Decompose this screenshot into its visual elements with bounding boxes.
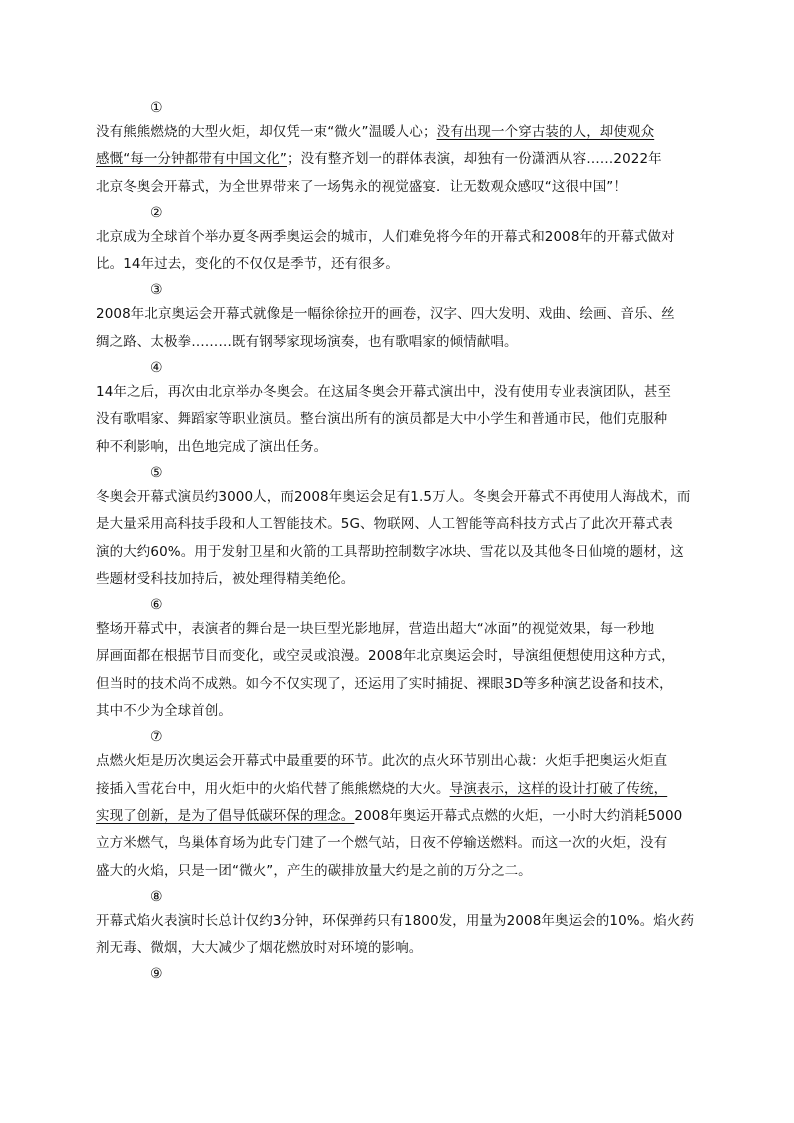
paragraph: [96, 908, 696, 963]
text-line: [96, 301, 696, 328]
paragraph: [96, 301, 696, 356]
text-line: [96, 698, 696, 725]
underlined-text: 感慨“每一分钟都带有中国文化”: [96, 151, 287, 168]
text-segment: 没有熊熊燃烧的大型火炬，却仅凭一束“微火”温暖人心；: [96, 124, 437, 140]
text-line: [96, 539, 696, 566]
text-segment: 北京冬奥会开幕式，为全世界带来了一场隽永的视觉盛宴．让无数观众感叹“这很中国”！: [96, 178, 627, 195]
text-line: [96, 406, 696, 433]
text-segment: 北京成为全球首个举办夏冬两季奥运会的城市，人们难免将今年的开幕式和2008年的开幕式做对: [96, 228, 675, 245]
text-segment: 盛大的火焰，只是一团“微火”，产生的碳排放量大约是之前的万分之二。: [96, 862, 532, 879]
paragraph: [96, 484, 696, 593]
text-line: [96, 224, 696, 251]
text-line: [96, 643, 696, 670]
text-segment: 种不利影响，出色地完成了演出任务。: [96, 438, 328, 455]
text-segment: 2008年奥运开幕式点燃的火炬，一小时大约消耗5000: [354, 807, 683, 824]
text-line: [96, 146, 696, 173]
text-segment: 但当时的技术尚不成熟。如今不仅实现了，还运用了实时捕捉、裸眼3D等多种演艺设备和技术，: [96, 675, 673, 692]
paragraph: [96, 119, 696, 201]
text-segment: 开幕式焰火表演时长总计仅约3分钟，环保弹药只有1800发，用量为2008年奥运会的10%。焰火药: [96, 912, 695, 929]
text-segment: 14年之后，再次由北京举办冬奥会。在这届冬奥会开幕式演出中，没有使用专业表演团队，甚至: [96, 384, 671, 401]
text-line: [96, 748, 696, 775]
document-body: [96, 96, 696, 985]
text-segment: 冬奥会开幕式演员约3000人，而2008年奥运会足有1.5万人。冬奥会开幕式不再使用人海战术，而: [96, 488, 691, 505]
text-line: [96, 329, 696, 356]
underlined-text: 实现了创新，是为了倡导低碳环保的理念。: [96, 807, 355, 824]
paragraph-number: ②: [150, 204, 163, 221]
text-segment: 比。14年过去，变化的不仅仅是季节，还有很多。: [96, 256, 399, 273]
text-line: [96, 566, 696, 593]
text-line: [96, 671, 696, 698]
text-segment: 其中不少为全球首创。: [96, 703, 232, 720]
text-line: [96, 858, 696, 885]
text-segment: 点燃火炬是历次奥运会开幕式中最重要的环节。此次的点火环节别出心裁：火炬手把奥运火炬直: [96, 753, 668, 770]
text-segment: 些题材受科技加持后，被处理得精美绝伦。: [96, 570, 355, 587]
paragraph-number: ⑤: [150, 464, 163, 481]
text-line: [96, 251, 696, 278]
text-line: [96, 803, 696, 830]
paragraph: [96, 748, 696, 884]
text-line: [96, 379, 696, 406]
text-line: [96, 830, 696, 857]
text-segment: 剂无毒、微烟，大大减少了烟花燃放时对环境的影响。: [96, 940, 423, 957]
text-segment: 没有歌唱家、舞蹈家等职业演员。整台演出所有的演员都是大中小学生和普通市民，他们克服种: [96, 411, 668, 428]
text-segment: 绸之路、太极拳………既有钢琴家现场演奏，也有歌唱家的倾情献唱。: [96, 333, 518, 350]
text-line: [96, 616, 696, 643]
text-segment: ；没有整齐划一的群体表演，却独有一份潇洒从容……2022年: [287, 151, 662, 168]
text-line: [96, 174, 696, 201]
paragraph-number: ⑧: [150, 888, 163, 905]
text-segment: 立方米燃气，鸟巢体育场为此专门建了一个燃气站，日夜不停输送燃料。而这一次的火炬，没有: [96, 835, 668, 852]
text-line: [96, 511, 696, 538]
underlined-text: 没有出现一个穿古装的人，却使观众: [436, 124, 655, 140]
text-line: [96, 908, 696, 935]
paragraph-number: ①: [150, 100, 163, 116]
text-segment: 整场开幕式中，表演者的舞台是一块巨型光影地屏，营造出超大“冰面”的视觉效果，每一秒地: [96, 621, 655, 638]
text-segment: 接插入雪花台中，用火炬中的火焰代替了熊熊燃烧的大火。: [96, 780, 450, 797]
text-segment: 是大量采用高科技手段和人工智能技术。5G、物联网、人工智能等高科技方式占了此次开幕式表: [96, 516, 673, 533]
text-segment: 演的大约60%。用于发射卫星和火箭的工具帮助控制数字冰块、雪花以及其他冬日仙境的题材，这: [96, 543, 684, 560]
paragraph-number: ④: [150, 360, 163, 377]
paragraph: [96, 379, 696, 461]
text-line: [96, 484, 696, 511]
text-segment: 屏画面都在根据节目而变化，或空灵或浪漫。2008年北京奥运会时，导演组便想使用这种方式，: [96, 648, 675, 665]
paragraph-number: ⑦: [150, 729, 163, 746]
paragraph: [96, 224, 696, 279]
paragraph-number: ⑨: [150, 966, 163, 983]
underlined-text: 导演表示，这样的设计打破了传统，: [449, 780, 668, 797]
text-line: [96, 776, 696, 803]
paragraph-number: ⑥: [150, 597, 163, 614]
text-line: [96, 119, 696, 146]
text-segment: 2008年北京奥运会开幕式就像是一幅徐徐拉开的画卷，汉字、四大发明、戏曲、绘画、音乐、丝: [96, 306, 675, 323]
text-line: [96, 434, 696, 461]
paragraph-number: ③: [150, 282, 163, 299]
paragraph: [96, 616, 696, 725]
text-line: [96, 935, 696, 962]
